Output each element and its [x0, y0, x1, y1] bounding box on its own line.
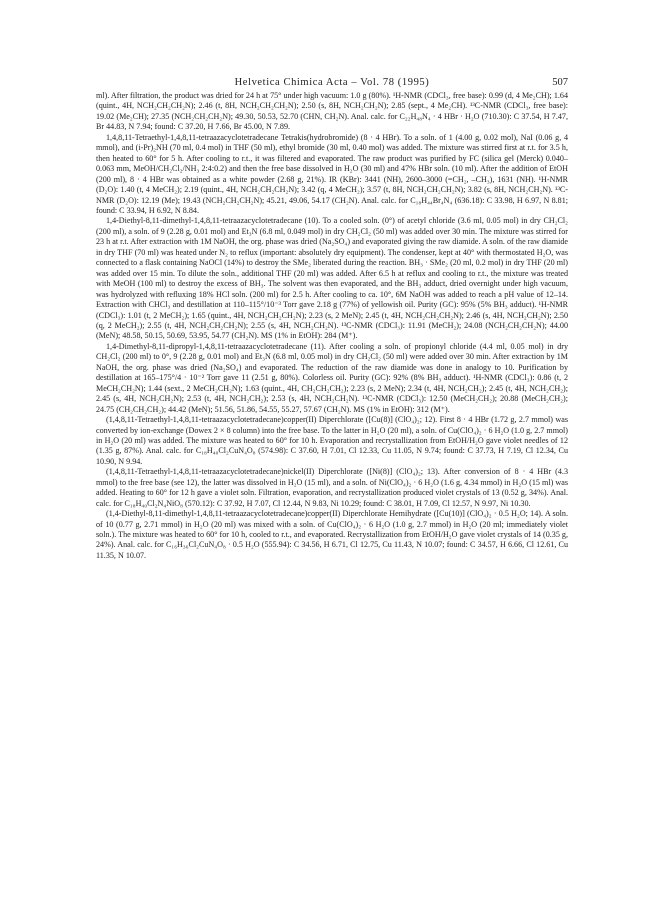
paragraph-compound-13-nickel-complex: (1,4,8,11-Tetraethyl-1,4,8,11-tetraazacyclotetradecane)nickel(II) Diperchlorate ([Ni(8)] (ClO₄)₂; 13). After conversion of 8 · 4 HBr (4.3 mmol) to the free base (see 12), the latter was dissolved in H₂O (15 ml), and a soln. of Ni(ClO₄)₂ · 6 H₂O (1.6 g, 4.34 mmol) in H₂O (15 ml) was added. Heating to 60° for 12 h gave a violet soln. Filtration, evaporation, and recrystallization produced violet crystals of 13 (0.52 g, 34%). Anal. calc. for C₁₈H₄₀Cl₂N₄NiO₈ (570.12): C 37.92, H 7.07, Cl 12.44, N 9.83, Ni 10.29; found: C 38.01, H 7.09, Cl 12.57, N 9.97, Ni 10.30. — [96, 467, 568, 508]
paragraph-compound-10-synthesis: 1,4-Diethyl-8,11-dimethyl-1,4,8,11-tetraazacyclotetradecane (10). To a cooled soln. (0°) of acetyl chloride (3.6 ml, 0.05 mol) in dry CH₂Cl₂ (200 ml), a soln. of 9 (2.28 g, 0.01 mol) and Et₃N (6.8 ml, 0.049 mol) in dry CH₂Cl₂ (50 ml) was added over 30 min. The mixture was stirred for 23 h at r.t. After extraction with 1M NaOH, the org. phase was dried (Na₂SO₄) and evaporated giving the raw diamide. A soln. of the raw diamide in dry THF (70 ml) was heated under N₂ to reflux (important: absolutely dry equipment). The condenser, kept at 40° with thermostated H₂O, was connected to a flask containing NaOCl (14%) to destroy the SMe₂ liberated during the reaction. BH₃ · SMe₂ (20 ml, 0.2 mol) in dry THF (20 ml) was added over 15 min. To dilute the soln., additional THF (20 ml) was added. After 6.5 h at reflux and cooling to r.t., the mixture was treated with MeOH (100 ml) to destroy the excess of BH₃. The solvent was then evaporated, and the BH₃ adduct, dried overnight under high vacuum, was hydrolyzed with refluxing 18% HCl soln. (200 ml) for 2.5 h. After cooling to ca. 10°, 6M NaOH was added to reach a pH value of 12–14. Extraction with CHCl₃ and destillation at 110–115°/10⁻³ Torr gave 2.18 g (77%) of yellowish oil. Purity (GC): 95% (5% BH₃ adduct). ¹H-NMR (CDCl₃): 1.01 (t, 2 MeCH₂); 1.65 (quint., 4H, NCH₂CH₂CH₂N); 2.23 (s, 2 MeN); 2.45 (t, 4H, NCH₂CH₂CH₂N); 2.46 (s, 4H, NCH₂CH₂N); 2.50 (q, 2 MeCH₂); 2.55 (t, 4H, NCH₂CH₂CH₂N); 2.55 (s, 4H, NCH₂CH₂N). ¹³C-NMR (CDCl₃): 11.91 (MeCH₂); 24.08 (NCH₂CH₂CH₂N); 44.00 (MeN); 48.58, 50.15, 50.69, 53.95, 54.77 (CH₂N). MS (1% in EtOH): 284 (M⁺). — [96, 216, 568, 341]
paragraph-compound-11-synthesis: 1,4-Dimethyl-8,11-dipropyl-1,4,8,11-tetraazacyclotetradecane (11). After cooling a soln. of propionyl chloride (4.4 ml, 0.05 mol) in dry CH₂Cl₂ (200 ml) to 0°, 9 (2.28 g, 0.01 mol) and Et₃N (6.8 ml, 0.05 mol) in dry CH₂Cl₂ (50 ml) were added over 30 min. After extraction by 1M NaOH, the org. phase was dried (Na₂SO₄) and evaporated. The reduction of the raw diamide was done in analogy to 10. Purification by destillation at 165–175°/4 · 10⁻² Torr gave 11 (2.51 g, 80%). Colorless oil. Purity (GC): 92% (8% BH₃ adduct). ¹H-NMR (CDCl₃): 0.86 (t, 2 MeCH₂CH₂N); 1.44 (sext., 2 MeCH₂CH₂N); 1.63 (quint., 4H, CH₂CH₂CH₂); 2.23 (s, 2 MeN); 2.34 (t, 4H, NCH₂CH₂); 2.45 (t, 4H, NCH₂CH₂); 2.45 (s, 4H, NCH₂CH₂N); 2.53 (t, 4H, NCH₂CH₂); 2.53 (s, 4H, NCH₂CH₂N). ¹³C-NMR (CDCl₃): 12.50 (MeCH₂CH₂); 20.88 (MeCH₂CH₂); 24.75 (CH₂CH₂CH₂); 44.42 (MeN); 51.56, 51.86, 54.55, 55.27, 57.67 (CH₂N). MS (1% in EtOH): 312 (M⁺). — [96, 341, 568, 414]
journal-header-title: Helvetica Chimica Acta – Vol. 78 (1995) — [234, 77, 430, 88]
running-header — [96, 77, 568, 91]
paragraph-8-product-nmr: ml). After filtration, the product was dried for 24 h at 75° under high vacuum: 1.0 g (80%). ¹H-NMR (CDCl₃, free base): 0.99 (d, 4 Me₂CH); 1.64 (quint., 4H, NCH₂CH₂CH₂N); 2.46 (t, 8H, NCH₂CH₂CH₂N); 2.50 (s, 8H, NCH₂CH₂N); 2.85 (sept., 4 Me₂CH). ¹³C-NMR (CDCl₃, free base): 19.02 (Me₂CH); 27.35 (NCH₂CH₂CH₂N); 49.30, 50.53, 52.70 (CHN, CH₂N). Anal. calc. for C₂₂H₄₈N₄ · 4 HBr · H₂O (710.30): C 37.54, H 7.47, Br 44.83, N 7.94; found: C 37.20, H 7.66, Br 45.00, N 7.89. — [96, 91, 568, 132]
paragraph-compound-12-copper-complex: (1,4,8,11-Tetraethyl-1,4,8,11-tetraazacyclotetradecane)copper(II) Diperchlorate ([Cu(8)] (ClO₄)₂; 12). First 8 · 4 HBr (1.72 g, 2.7 mmol) was converted by ion-exchange (Dowex 2 × 8 column) into the free base. To the latter in H₂O (20 ml), a soln. of Cu(ClO₄)₂ · 6 H₂O (1.0 g, 2.7 mmol) in H₂O (20 ml) was added. The mixture was heated to 60° for 10 h. Evaporation and recrystallization from EtOH/H₂O gave violet needles of 12 (1.35 g, 87%). Anal. calc. for C₁₈H₄₀Cl₂CuN₄O₈ (574.98): C 37.60, H 7.01, Cl 12.33, Cu 11.05, N 9.74; found: C 37.73, H 7.19, Cl 12.34, Cu 10.90, N 9.94. — [96, 415, 568, 466]
paragraph-compound-14-copper-complex: (1,4-Diethyl-8,11-dimethyl-1,4,8,11-tetraazacyclotetradecane)copper(II) Diperchlorate Hemihydrate ([Cu(10)] (ClO₄)₂ · 0.5 H₂O; 14). A soln. of 10 (0.77 g, 2.71 mmol) in H₂O (20 ml) was mixed with a soln. of Cu(ClO₄)₂ · 6 H₂O (1.0 g, 2.7 mmol) in H₂O (20 ml; immediately violet soln.). The mixture was heated to 60° for 10 h, cooled to r.t., and evaporated. Recrystallization from EtOH/H₂O gave violet crystals of 14 (0.35 g, 24%). Anal. calc. for C₁₆H₃₆Cl₂CuN₄O₈ · 0.5 H₂O (555.94): C 34.56, H 6.71, Cl 12.75, Cu 11.43, N 10.07; found: C 34.57, H 6.66, Cl 12.61, Cu 11.35, N 10.07. — [96, 509, 568, 560]
paragraph-compound-8-synthesis: 1,4,8,11-Tetraethyl-1,4,8,11-tetraazacyclotetradecane Tetrakis(hydrobromide) (8 · 4 HBr). To a soln. of 1 (4.00 g, 0.02 mol), NaI (0.06 g, 4 mmol), and (i-Pr)₂NH (70 ml, 0.4 mol) in THF (50 ml), ethyl bromide (30 ml, 0.40 mol) was added. The mixture was stirred first at r.t. for 3.5 h, then heated to 60° for 5 h. After cooling to r.t., it was filtered and evaporated. The raw product was purified by FC (silica gel (Merck) 0.040–0.063 mm, MeOH/CH₂Cl₂/NH₃ 2:4:0.2) and then the free base dissolved in H₂O (30 ml) and 47% HBr soln. (10 ml). After the addition of EtOH (200 ml), 8 · 4 HBr was obtained as a white powder (2.68 g, 21%). IR (KBr): 3441 (NH), 2600–3000 (=CH₂, –CH₃), 1631 (NH). ¹H-NMR (D₂O): 1.40 (t, 4 MeCH₂); 2.19 (quint., 4H, NCH₂CH₂CH₂N); 3.42 (q, 4 MeCH₂); 3.57 (t, 8H, NCH₂CH₂CH₂N); 3.82 (s, 8H, NCH₂CH₂N). ¹³C-NMR (D₂O): 12.19 (Me); 19.43 (NCH₂CH₂CH₂N); 45.21, 49.06, 54.17 (CH₂N). Anal. calc. for C₁₈H₄₄Br₄N₄ (636.18): C 33.98, H 6.97, N 8.81; found: C 33.94, H 6.92, N 8.84. — [96, 132, 568, 215]
article-body — [96, 91, 568, 561]
page-number: 507 — [552, 77, 568, 88]
